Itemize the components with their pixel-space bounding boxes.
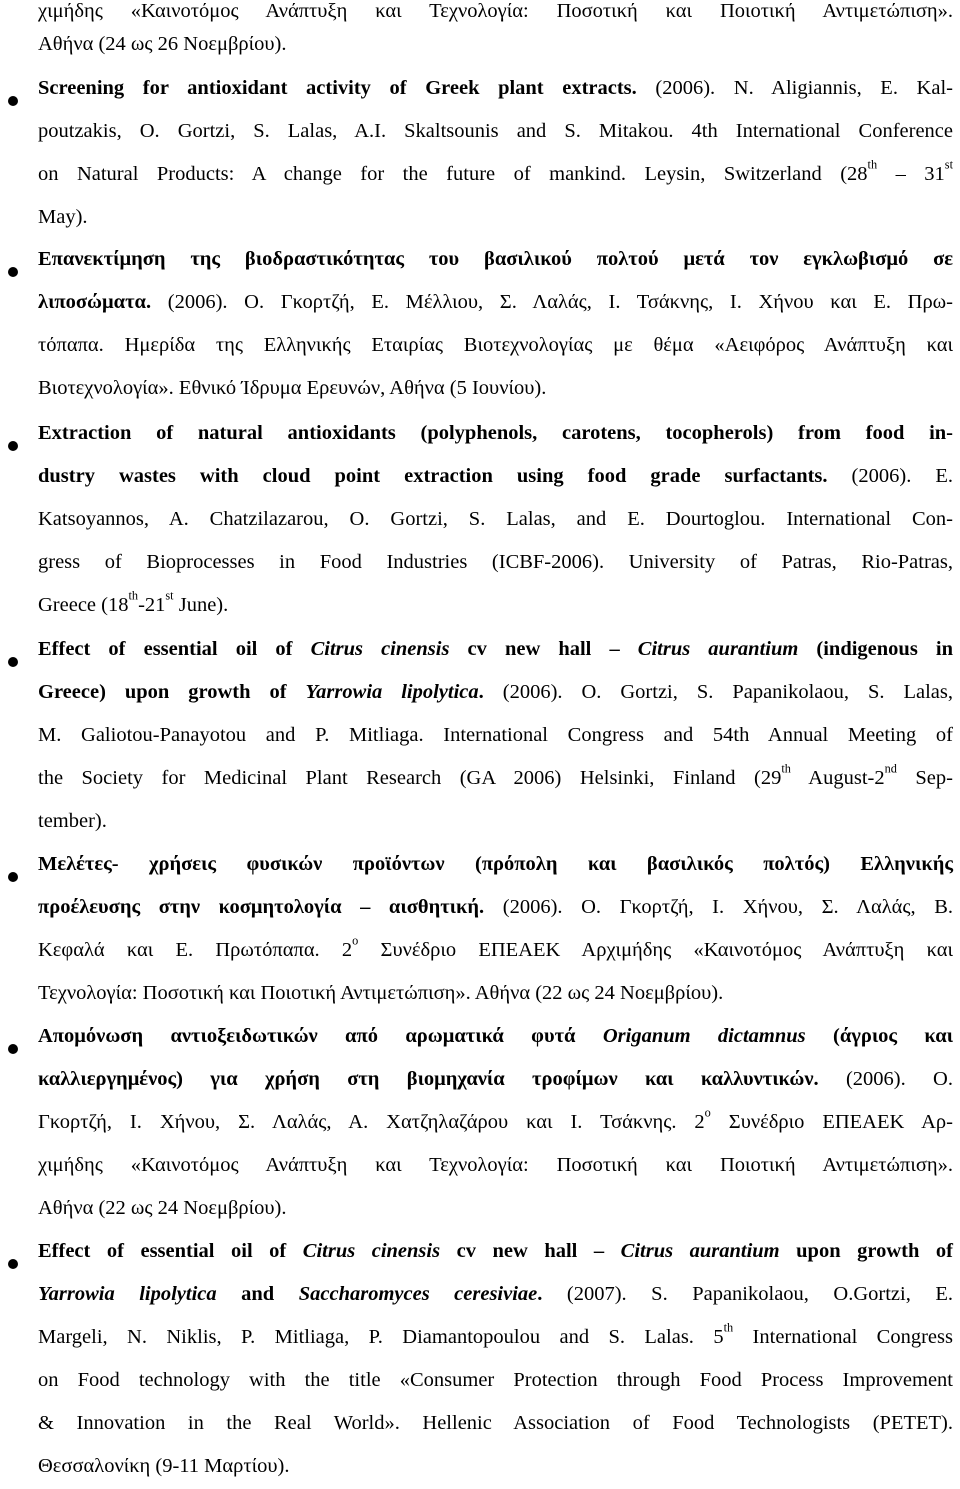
text-segment: τόπαπα. Ημερίδα της Ελληνικής Εταιρίας Βιοτεχνολογίας με θέμα «Αειφόρος Ανάπτυξη και xyxy=(38,334,953,356)
reference-line xyxy=(38,1144,953,1187)
superscript: th xyxy=(867,157,878,172)
text-segment: (2006). Ο. Γκορτζή, Ι. Χήνου, Σ. Λαλάς, Β. xyxy=(484,896,954,918)
text-segment: Συνέδριο ΕΠΕΑΕΚ Αρχιμήδης «Καινοτόμος Ανάπτυξη και xyxy=(358,939,953,961)
text-segment: tember). xyxy=(38,810,107,832)
text-segment: (2007). S. Papanikolaou, O.Gortzi, E. xyxy=(542,1283,953,1305)
text-segment: Μελέτες- χρήσεις φυσικών προϊόντων (πρόπολη και βασιλικός πολτός) Ελληνικής xyxy=(38,853,953,875)
text-segment: Effect of essential oil of xyxy=(38,1240,303,1262)
text-segment: Origanum dictamnus xyxy=(602,1025,806,1047)
reference-line xyxy=(38,929,953,972)
reference-line xyxy=(38,757,953,800)
text-segment: Γκορτζή, Ι. Χήνου, Σ. Λαλάς, Α. Χατζηλαζάρου και Ι. Τσάκνης. 2 xyxy=(38,1111,705,1133)
bullet xyxy=(8,1259,18,1269)
text-segment: Extraction of natural antioxidants (polyphenols, carotens, tocopherols) from food in- xyxy=(38,422,953,444)
bullet xyxy=(8,267,18,277)
reference-line xyxy=(38,238,953,281)
text-segment: upon growth of xyxy=(779,1240,953,1262)
reference-line xyxy=(38,324,953,367)
reference-line xyxy=(38,1187,286,1230)
bullet xyxy=(8,1044,18,1054)
text-segment: Margeli, N. Niklis, P. Mitliaga, P. Diamantopoulou and S. Lalas. 5 xyxy=(38,1326,724,1348)
text-segment: Βιοτεχνολογία» xyxy=(38,377,169,399)
text-segment: International Congress xyxy=(733,1326,953,1348)
text-segment: dustry wastes with cloud point extraction using food grade surfactants. xyxy=(38,465,828,487)
text-segment: (2006). E. xyxy=(827,465,953,487)
text-segment: Katsoyannos, A. Chatzilazarou, O. Gortzi, S. Lalas, and E. Dourtoglou. International Con- xyxy=(38,508,953,530)
reference-line xyxy=(38,800,107,843)
reference-line xyxy=(38,1316,953,1359)
text-segment: Yarrowia lipolytica xyxy=(305,681,479,703)
superscript: th xyxy=(781,761,791,776)
text-segment: (άγριος και xyxy=(805,1025,954,1047)
bullet xyxy=(8,872,18,882)
text-segment: on Natural Products: A change for the future of mankind. Leysin, Switzerland (28 xyxy=(38,163,868,185)
text-segment: Yarrowia lipolytica xyxy=(38,1283,217,1305)
text-segment: Citrus aurantium xyxy=(637,638,799,660)
text-segment: Θεσσαλονίκη (9-11 Μαρτίου). xyxy=(38,1455,290,1477)
text-segment: Τεχνολογία: Ποσοτική και Ποιοτική Αντιμετώπιση». Αθήνα (22 ως 24 Νοεμβρίου). xyxy=(38,982,724,1004)
superscript: nd xyxy=(884,761,897,776)
reference-line xyxy=(38,110,953,153)
text-segment: Συνέδριο ΕΠΕΑΕΚ Αρ- xyxy=(710,1111,953,1133)
reference-line xyxy=(38,1058,953,1101)
text-segment: λιποσώματα. xyxy=(38,291,152,313)
reference-line xyxy=(38,886,953,929)
bullet xyxy=(8,441,18,451)
reference-line xyxy=(38,1015,953,1058)
reference-line xyxy=(38,714,953,757)
reference-line xyxy=(38,498,953,541)
text-segment: Saccharomyces ceresiviae xyxy=(298,1283,538,1305)
text-segment: -21 xyxy=(138,594,166,616)
superscript: st xyxy=(944,157,953,172)
text-segment: Απομόνωση αντιοξειδωτικών από αρωματικά φυτά xyxy=(38,1025,603,1047)
text-segment: – 31 xyxy=(877,163,945,185)
superscript: th xyxy=(723,1320,734,1335)
bullet xyxy=(8,96,18,106)
reference-line xyxy=(38,1445,289,1488)
text-segment: (indigenous in xyxy=(798,638,953,660)
reference-line xyxy=(38,1359,953,1402)
text-segment: (2006). N. Aligiannis, E. Kal- xyxy=(636,77,953,99)
reference-line xyxy=(38,843,953,886)
reference-line xyxy=(38,628,953,671)
reference-line xyxy=(38,455,953,498)
superscript: th xyxy=(128,588,139,603)
reference-line xyxy=(38,367,546,410)
reference-line xyxy=(38,972,723,1015)
text-segment: Αθήνα (22 ως 24 Νοεμβρίου). xyxy=(38,1197,287,1219)
text-segment: poutzakis, O. Gortzi, S. Lalas, A.I. Skaltsounis and S. Mitakou. 4th International Conference xyxy=(38,120,953,142)
text-segment: Επανεκτίμηση της βιοδραστικότητας του βασιλικού πολτού μετά τον εγκλωβισμό σε xyxy=(38,248,953,270)
reference-line xyxy=(38,281,953,324)
text-segment: Citrus cinensis xyxy=(310,638,450,660)
bullet xyxy=(8,657,18,667)
text-segment: Screening for antioxidant activity of Greek plant extracts. xyxy=(38,77,637,99)
reference-line xyxy=(38,153,953,196)
reference-line xyxy=(38,23,286,66)
text-segment: May). xyxy=(38,206,88,228)
text-segment: cv new hall – xyxy=(440,1240,621,1262)
text-segment: χιμήδης «Καινοτόμος Ανάπτυξη και Τεχνολογία: Ποσοτική και Ποιοτική Αντιμετώπιση». xyxy=(38,0,953,22)
text-segment: August-2 xyxy=(790,767,885,789)
superscript: ο xyxy=(704,1105,711,1120)
text-segment: June). xyxy=(173,594,229,616)
text-segment: . Εθνικό Ίδρυμα Ερευνών, Αθήνα (5 Ιουνίου). xyxy=(168,377,547,399)
text-segment: (2006). Ο. xyxy=(818,1068,953,1090)
text-segment: and xyxy=(216,1283,299,1305)
reference-line xyxy=(38,1101,953,1144)
text-segment: & Innovation in the Real World». Hellenic Association of Food Technologists (PETET). xyxy=(38,1412,953,1434)
text-segment: Αθήνα (24 ως 26 Νοεμβρίου). xyxy=(38,33,287,55)
text-segment: Effect of essential oil of xyxy=(38,638,311,660)
text-segment: . xyxy=(537,1283,543,1305)
text-segment: Greece) upon growth of xyxy=(38,681,306,703)
superscript: ο xyxy=(352,933,359,948)
text-segment: gress of Bioprocesses in Food Industries (ICBF-2006). University of Patras, Rio-Patras, xyxy=(38,551,953,573)
text-segment: χιμήδης «Καινοτόμος Ανάπτυξη και Τεχνολογία: Ποσοτική και Ποιοτική Αντιμετώπιση». xyxy=(38,1154,953,1176)
text-segment: (2006). Ο. Γκορτζή, Ε. Μέλλιου, Σ. Λαλάς, Ι. Τσάκνης, Ι. Χήνου και Ε. Πρω- xyxy=(151,291,953,313)
reference-line xyxy=(38,1230,953,1273)
text-segment: the Society for Medicinal Plant Research (GA 2006) Helsinki, Finland (29 xyxy=(38,767,782,789)
reference-line xyxy=(38,1402,953,1445)
reference-line xyxy=(38,412,953,455)
text-segment: Citrus cinensis xyxy=(302,1240,441,1262)
text-segment: . xyxy=(478,681,484,703)
text-segment: on Food technology with the title «Consumer Protection through Food Process Improvement xyxy=(38,1369,953,1391)
text-segment: προέλευσης στην κοσμητολογία – αισθητική. xyxy=(38,896,485,918)
reference-line xyxy=(38,671,953,714)
text-segment: Citrus aurantium xyxy=(620,1240,780,1262)
text-segment: cv new hall – xyxy=(449,638,638,660)
text-segment: Sep- xyxy=(896,767,953,789)
text-segment: Greece (18 xyxy=(38,594,129,616)
reference-line xyxy=(38,541,953,584)
superscript: st xyxy=(165,588,174,603)
text-segment: M. Galiotou-Panayotou and P. Mitliaga. International Congress and 54th Annual Meeting of xyxy=(38,724,953,746)
reference-line xyxy=(38,584,228,627)
text-segment: (2006). O. Gortzi, S. Papanikolaou, S. Lalas, xyxy=(483,681,954,703)
text-segment: Κεφαλά και Ε. Πρωτόπαπα. 2 xyxy=(38,939,353,961)
text-segment: καλλιεργημένος) για χρήση στη βιομηχανία τροφίμων και καλλυντικών. xyxy=(38,1068,819,1090)
reference-line xyxy=(38,67,953,110)
reference-line xyxy=(38,1273,953,1316)
reference-line xyxy=(38,196,88,239)
